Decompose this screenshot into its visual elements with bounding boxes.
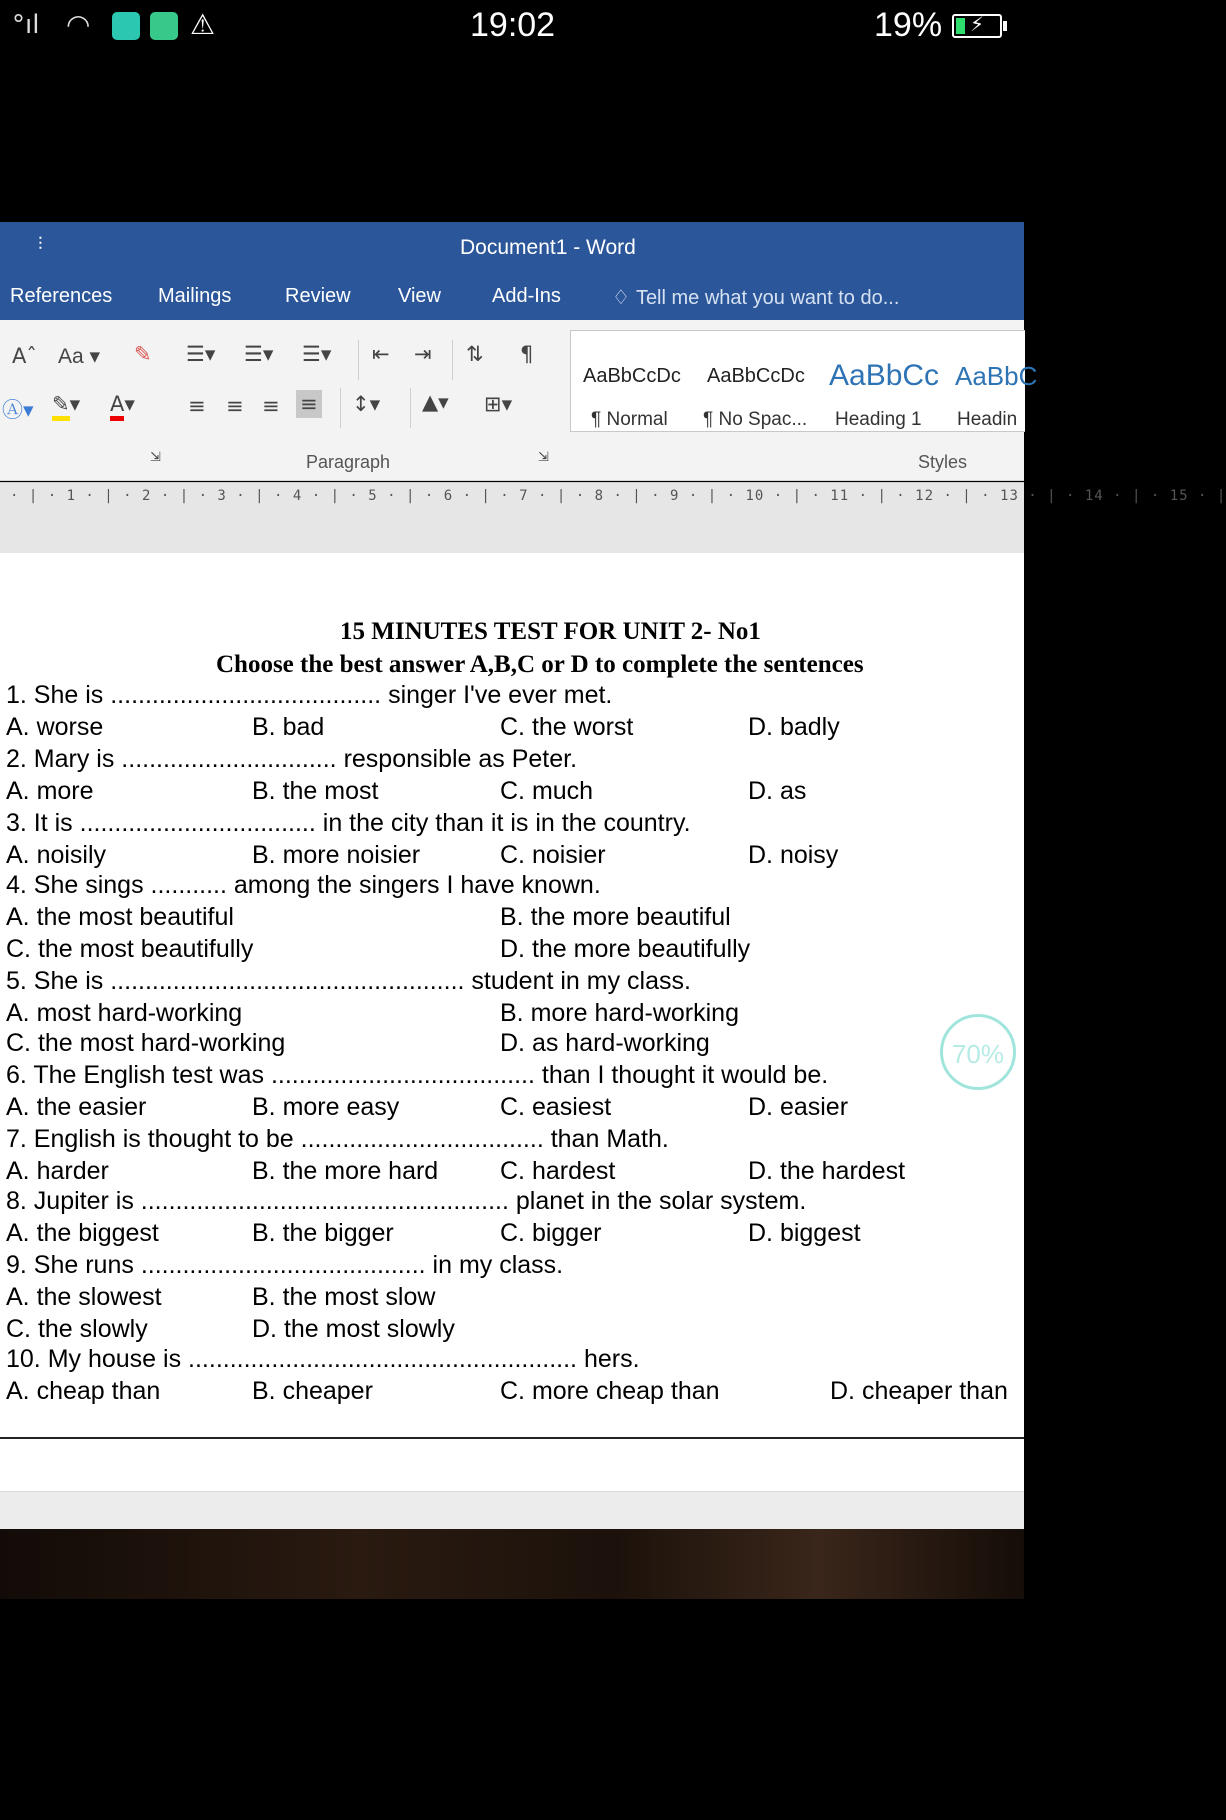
option-a: A. the most beautiful	[6, 903, 234, 931]
style-normal[interactable]: ¶ Normal	[591, 409, 668, 430]
question-text: 4. She sings	[6, 871, 151, 899]
option-d: D. biggest	[748, 1219, 861, 1247]
option-d: D. as	[748, 777, 807, 805]
option-b: B. bad	[252, 713, 325, 741]
option-b: B. the most	[252, 777, 379, 805]
option-b: B. the most slow	[252, 1283, 436, 1311]
warning-icon: ⚠	[190, 8, 216, 41]
answer-blank: ......................................	[270, 1061, 535, 1089]
increase-indent-icon[interactable]: ⇥	[414, 342, 432, 366]
question-text: 10. My house is	[6, 1345, 189, 1373]
answer-blank: ...................................................	[110, 967, 465, 995]
question-text: than I thought it would be.	[534, 1061, 829, 1089]
question-text: 9. She runs	[6, 1251, 141, 1279]
question-text: than Math.	[543, 1125, 669, 1153]
clock: 19:02	[470, 6, 556, 44]
charging-icon: ⚡	[970, 12, 985, 36]
question-text: in the city than it is in the country.	[315, 809, 691, 837]
separator	[410, 388, 411, 428]
option-b: B. more noisier	[252, 841, 421, 869]
option-c: C. more cheap than	[500, 1377, 720, 1405]
justify-icon[interactable]: ≡	[296, 390, 322, 418]
answer-blank: ........................................................	[188, 1345, 577, 1373]
answer-blank: .....................................................	[140, 1187, 509, 1215]
option-c: C. the slowly	[6, 1315, 148, 1343]
option-a: A. the slowest	[6, 1283, 162, 1311]
ruler[interactable]	[0, 482, 1226, 514]
tell-me-text: Tell me what you want to do...	[635, 287, 900, 309]
multilevel-list-icon[interactable]: ☰▾	[302, 342, 332, 366]
paragraph-group-label: Paragraph	[306, 452, 391, 472]
font-dialog-launcher-icon[interactable]: ⇲	[150, 450, 161, 465]
option-c: C. much	[500, 777, 594, 805]
quick-access-menu-icon[interactable]: ⫶	[38, 234, 43, 254]
style-no-spacing[interactable]: ¶ No Spac...	[703, 409, 808, 430]
option-c: C. the worst	[500, 713, 634, 741]
tab-references[interactable]: References	[10, 285, 113, 307]
tab-mailings[interactable]: Mailings	[158, 285, 232, 307]
option-d: D. noisy	[748, 841, 839, 869]
test-instruction: Choose the best answer A,B,C or D to complete the sentences	[216, 651, 864, 678]
font-color-bar: A	[110, 392, 124, 421]
battery-tip	[1003, 21, 1007, 31]
app-notification-icon	[112, 12, 140, 40]
option-b: B. more easy	[252, 1093, 400, 1121]
ruler-marks: · | · 1 · | · 2 · | · 3 · | · 4 · | · 5 · | · 6 · | · 7 · | · 8 · | · 9 · | · 10 · | · 11 · | · 12 · | · 13 · | · 14 · | · 15 · |	[10, 488, 1226, 504]
grow-font-button[interactable]: Aˆ	[12, 344, 37, 368]
question-text: 6. The English test was	[6, 1061, 271, 1089]
tell-me-search[interactable]	[612, 285, 899, 310]
option-d: D. as hard-working	[500, 1029, 710, 1057]
pilcrow-icon[interactable]: ¶	[520, 342, 534, 366]
tab-add-ins[interactable]: Add-Ins	[492, 285, 561, 307]
question-stem	[6, 1345, 640, 1374]
answer-blank: ..................................	[79, 809, 316, 837]
answer-blank: .......................................	[110, 681, 382, 709]
option-d: D. the hardest	[748, 1157, 906, 1185]
change-case-button[interactable]: Aa ▾	[58, 345, 101, 368]
lightbulb-icon: ♢	[612, 285, 630, 309]
option-d: D. badly	[748, 713, 840, 741]
question-text: in my class.	[425, 1251, 564, 1279]
align-right-icon[interactable]: ≡	[262, 394, 280, 418]
question-text: 5. She is	[6, 967, 111, 995]
option-b: B. the more beautiful	[500, 903, 731, 931]
question-stem	[6, 1187, 806, 1216]
question-text: among the singers I have known.	[226, 871, 601, 899]
tab-review[interactable]: Review	[285, 285, 351, 307]
option-a: A. more	[6, 777, 94, 805]
option-b: B. more hard-working	[500, 999, 739, 1027]
styles-gallery	[570, 330, 1038, 432]
clear-formatting-icon[interactable]: ✎	[134, 342, 152, 366]
background-photo	[0, 1529, 1024, 1599]
word-title-bar	[0, 222, 1024, 320]
style-preview-no-spacing[interactable]: AaBbCcDc	[707, 365, 805, 387]
option-c: C. the most hard-working	[6, 1029, 286, 1057]
text-effects-icon[interactable]: Ⓐ▾	[2, 398, 34, 422]
option-a: A. the biggest	[6, 1219, 159, 1247]
option-d: D. easier	[748, 1093, 849, 1121]
option-c: C. easiest	[500, 1093, 612, 1121]
question-text: responsible as Peter.	[336, 745, 578, 773]
option-c: C. hardest	[500, 1157, 616, 1185]
battery-fill	[956, 18, 965, 34]
option-a: A. most hard-working	[6, 999, 243, 1027]
style-preview-normal[interactable]: AaBbCcDc	[583, 365, 681, 387]
question-text: 3. It is	[6, 809, 80, 837]
question-stem	[6, 1125, 669, 1154]
option-c: C. the most beautifully	[6, 935, 254, 963]
question-text: singer I've ever met.	[381, 681, 613, 709]
option-c: C. noisier	[500, 841, 606, 869]
question-stem	[6, 809, 691, 838]
borders-icon[interactable]: ⊞▾	[484, 392, 513, 416]
question-stem	[6, 745, 577, 774]
question-text: 1. She is	[6, 681, 111, 709]
document-margin	[0, 513, 1024, 553]
question-text: 7. English is thought to be	[6, 1125, 301, 1153]
question-stem	[6, 1251, 563, 1280]
shading-icon[interactable]: ▲▾	[422, 390, 449, 414]
question-text: student in my class.	[464, 967, 691, 995]
page-rule	[0, 1437, 1024, 1439]
answer-blank: .........................................	[140, 1251, 426, 1279]
option-a: A. the easier	[6, 1093, 147, 1121]
option-c: C. bigger	[500, 1219, 602, 1247]
sort-icon[interactable]: ⇅	[466, 342, 484, 366]
ribbon	[0, 320, 1038, 481]
option-a: A. worse	[6, 713, 104, 741]
highlight-icon[interactable]: ✎▾	[52, 392, 80, 416]
option-a: A. noisily	[6, 841, 107, 869]
wifi-icon: ◠	[66, 8, 91, 41]
option-b: B. the more hard	[252, 1157, 439, 1185]
battery-icon	[952, 14, 1002, 38]
answer-blank: ...............................	[121, 745, 337, 773]
decrease-indent-icon[interactable]: ⇤	[372, 342, 390, 366]
question-stem	[6, 967, 691, 996]
styles-group-label: Styles	[918, 452, 968, 472]
question-stem	[6, 681, 612, 710]
question-text: 2. Mary is	[6, 745, 122, 773]
question-text: 8. Jupiter is	[6, 1187, 141, 1215]
signal-icon: °ıl	[12, 10, 40, 40]
style-heading-1[interactable]: Heading 1	[835, 409, 922, 430]
option-d: D. the more beautifully	[500, 935, 751, 963]
test-title: 15 MINUTES TEST FOR UNIT 2- No1	[340, 618, 761, 645]
separator	[358, 340, 359, 380]
progress-label: 70%	[951, 1039, 1005, 1069]
answer-blank: ...........	[150, 871, 227, 899]
bullets-icon[interactable]: ☰▾	[186, 342, 216, 366]
highlight-color-bar: ✎	[52, 392, 70, 421]
answer-blank: ...................................	[300, 1125, 544, 1153]
separator	[340, 388, 341, 428]
option-d: D. the most slowly	[252, 1315, 455, 1343]
font-color-icon[interactable]: A▾	[110, 392, 135, 416]
align-left-icon[interactable]: ≡	[188, 394, 206, 418]
status-bar	[0, 0, 1024, 52]
style-preview-heading-2[interactable]: AaBbC	[955, 361, 1038, 391]
question-text: planet in the solar system.	[508, 1187, 807, 1215]
question-text: hers.	[577, 1345, 640, 1373]
question-stem	[6, 1061, 828, 1090]
window-title: Document1 - Word	[460, 236, 636, 259]
document-page[interactable]	[0, 553, 1024, 1491]
option-b: B. the bigger	[252, 1219, 394, 1247]
option-b: B. cheaper	[252, 1377, 373, 1405]
option-a: A. harder	[6, 1157, 109, 1185]
line-spacing-icon[interactable]: ↕▾	[352, 392, 381, 416]
numbering-icon[interactable]: ☰▾	[244, 342, 274, 366]
question-stem	[6, 871, 601, 900]
progress-circle[interactable]	[940, 1014, 1016, 1090]
paragraph-dialog-launcher-icon[interactable]: ⇲	[538, 450, 549, 465]
app-notification-icon	[150, 12, 178, 40]
option-d: D. cheaper than	[830, 1377, 1008, 1405]
option-a: A. cheap than	[6, 1377, 161, 1405]
battery-percent: 19%	[874, 6, 943, 44]
page-gap	[0, 1491, 1024, 1530]
separator	[452, 340, 453, 380]
tab-view[interactable]: View	[398, 285, 441, 307]
style-heading-2[interactable]: Headin	[957, 409, 1018, 430]
align-center-icon[interactable]: ≡	[226, 394, 244, 418]
style-preview-heading-1[interactable]: AaBbCc	[829, 359, 940, 392]
